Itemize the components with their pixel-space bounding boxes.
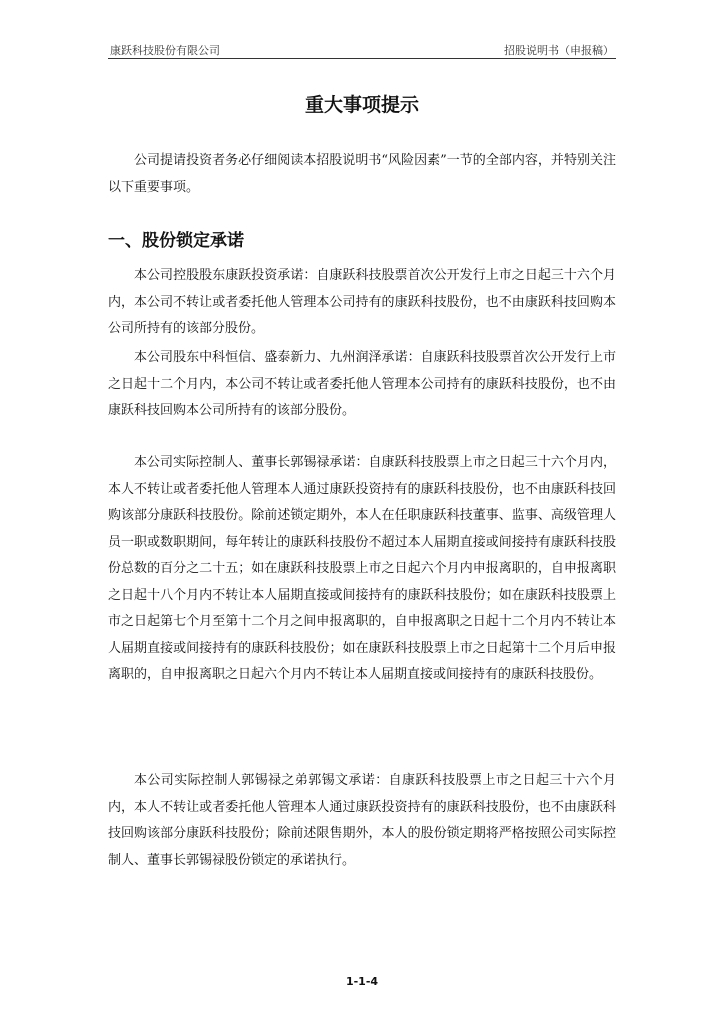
page-title: 重大事项提示 bbox=[304, 94, 419, 116]
page-header bbox=[108, 40, 616, 59]
header-document-title: 招股说明书（申报稿） bbox=[504, 44, 614, 57]
section-heading: 一、股份锁定承诺 bbox=[108, 231, 244, 251]
page-number: 1-1-4 bbox=[345, 975, 379, 988]
header-company: 康跃科技股份有限公司 bbox=[110, 44, 220, 57]
paragraph-1: 本公司控股股东康跃投资承诺：自康跃科技股票首次公开发行上市之日起三十六个月内，本公司不转让或者委托他人管理本公司持有的康跃科技股份，也不由康跃科技回购本公司所持有的该部分股份。 bbox=[108, 268, 616, 336]
paragraph-4: 本公司实际控制人郭锡禄之弟郭锡文承诺：自康跃科技股票上市之日起三十六个月内，本人不转让或者委托他人管理本人通过康跃投资持有的康跃科技股份，也不由康跃科技回购该部分康跃科技股份；除前述限售期外，本人的股份锁定期将严格按照公司实际控制人、董事长郭锡禄股份锁定的承诺执行。 bbox=[108, 773, 616, 868]
paragraph-3: 本公司实际控制人、董事长郭锡禄承诺：自康跃科技股票上市之日起三十六个月内，本人不转让或者委托他人管理本人通过康跃投资持有的康跃科技股份，也不由康跃科技回购该部分康跃科技股份。除前述锁定期外，本人在任职康跃科技董事、监事、高级管理人员一职或数职期间，每年转让的康跃科技股份不超过本人届期直接或间接持有康跃科技股份总数的百分之二十五；如在康跃科技股票上市之日起六个月内申报离职的，自申报离职之日起十八个月内不转让本人届期直接或间接持有的康跃科技股份；如在康跃科技股票上市之日起第七个月至第十二个月之间申报离职的，自申报离职之日起十二个月内不转让本人届期直接或间接持有的康跃科技股份；如在康跃科技股票上市之日起第十二个月后申报离职的，自申报离职之日起六个月内不转让本人届期直接或间接持有的康跃科技股份。 bbox=[108, 455, 616, 682]
paragraph-2: 本公司股东中科恒信、盛泰新力、九州润泽承诺：自康跃科技股票首次公开发行上市之日起十二个月内，本公司不转让或者委托他人管理本公司持有的康跃科技股份，也不由康跃科技回购本公司所持有的该部分股份。 bbox=[108, 350, 616, 418]
intro-paragraph: 公司提请投资者务必仔细阅读本招股说明书“风险因素”一节的全部内容，并特别关注以下重要事项。 bbox=[108, 153, 616, 195]
